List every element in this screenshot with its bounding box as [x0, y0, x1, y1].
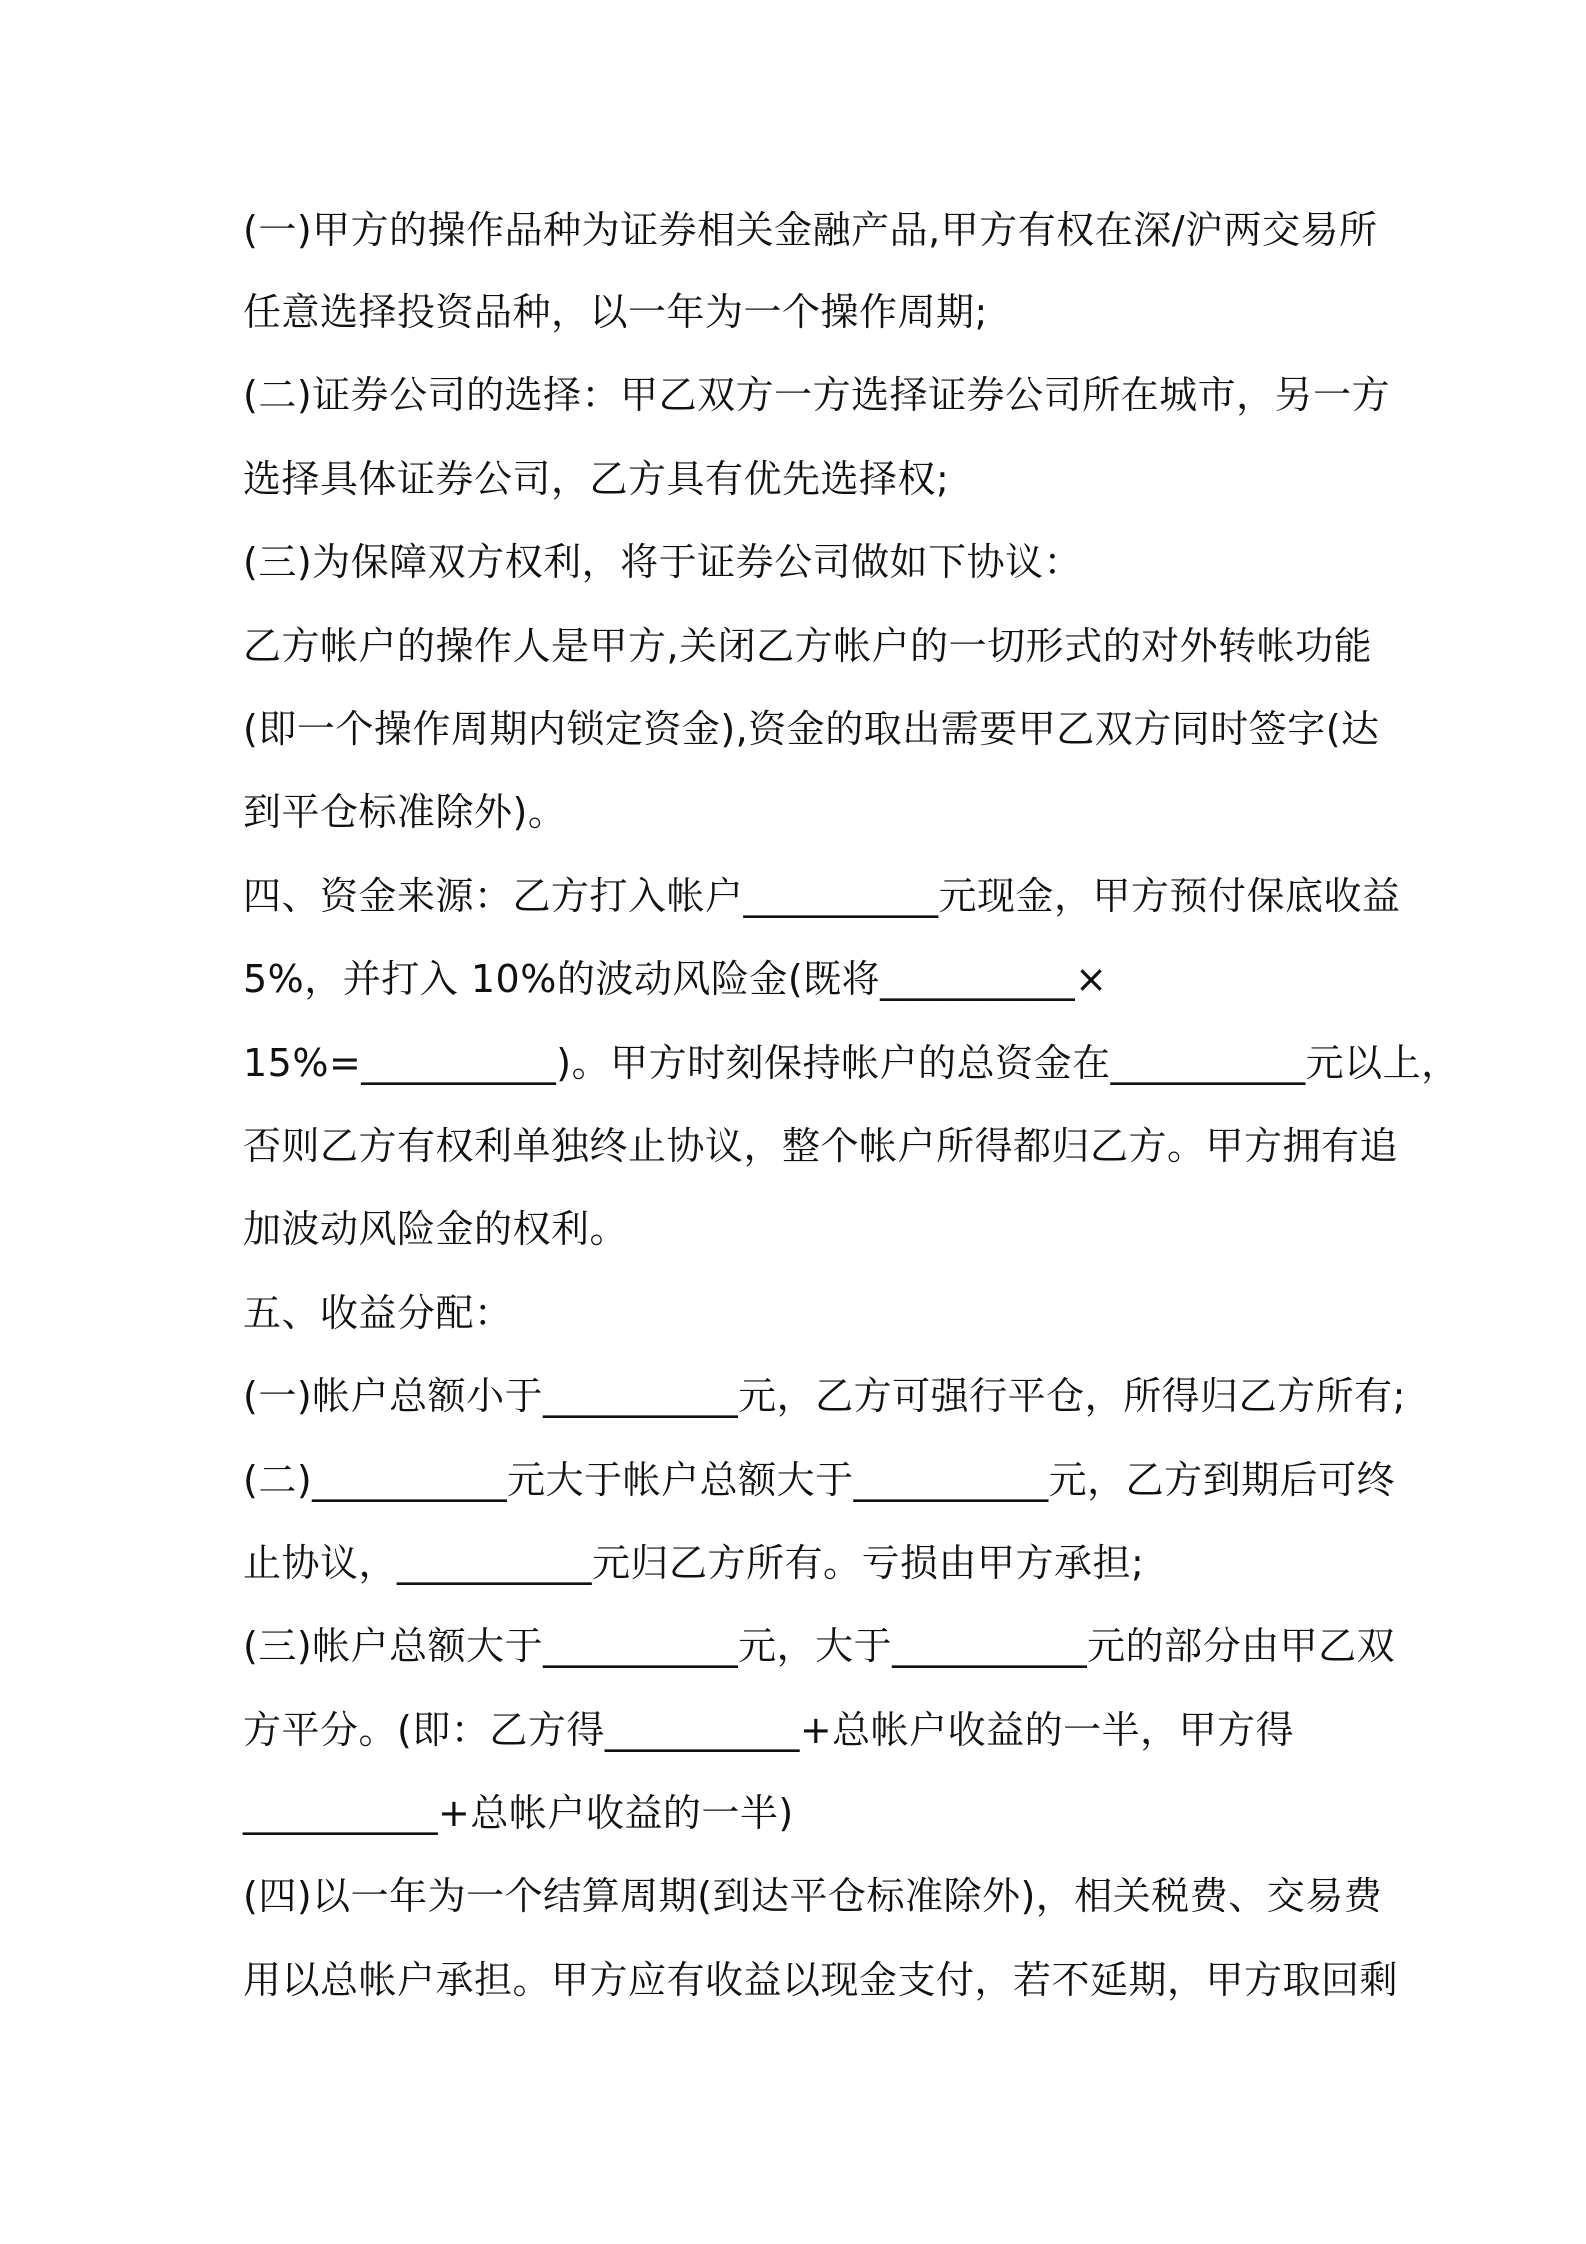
text-line: 否则乙方有权利单独终止协议，整个帐户所得都归乙方。甲方拥有追 [243, 1124, 1399, 1168]
text-line: (二)__________元大于帐户总额大于__________元，乙方到期后可终 [243, 1458, 1396, 1502]
text-line: 加波动风险金的权利。 [243, 1207, 629, 1251]
text-line: (三)为保障双方权利，将于证券公司做如下协议： [243, 540, 1083, 584]
text-line: 方平分。(即：乙方得__________+总帐户收益的一半，甲方得 [243, 1708, 1295, 1752]
text-line: 乙方帐户的操作人是甲方,关闭乙方帐户的一切形式的对外转帐功能 [243, 624, 1373, 668]
text-line: 15%=__________)。甲方时刻保持帐户的总资金在__________元以上， [243, 1041, 1460, 1085]
text-line: __________+总帐户收益的一半) [243, 1791, 794, 1835]
text-line: (三)帐户总额大于__________元，大于__________元的部分由甲乙双 [243, 1624, 1396, 1668]
text-line: 任意选择投资品种，以一年为一个操作周期; [243, 290, 988, 334]
text-line: 四、资金来源：乙方打入帐户__________元现金，甲方预付保底收益 [243, 874, 1401, 918]
text-line: 用以总帐户承担。甲方应有收益以现金支付，若不延期，甲方取回剩 [243, 1958, 1399, 2002]
text-line: 到平仓标准除外)。 [243, 790, 567, 834]
text-line: (一)帐户总额小于__________元，乙方可强行平仓，所得归乙方所有; [243, 1374, 1406, 1418]
text-line: 选择具体证券公司，乙方具有优先选择权; [243, 457, 950, 501]
text-line: (即一个操作周期内锁定资金),资金的取出需要甲乙双方同时签字(达 [243, 707, 1380, 751]
text-line: (一)甲方的操作品种为证券相关金融产品,甲方有权在深/沪两交易所 [243, 208, 1378, 252]
section-heading: 五、收益分配： [243, 1291, 513, 1335]
text-line: (二)证券公司的选择：甲乙双方一方选择证券公司所在城市，另一方 [243, 373, 1391, 417]
text-line: (四)以一年为一个结算周期(到达平仓标准除外)，相关税费、交易费 [243, 1874, 1383, 1918]
text-line: 止协议，__________元归乙方所有。亏损由甲方承担; [243, 1541, 1145, 1585]
text-line: 5%，并打入 10%的波动风险金(既将__________× [243, 957, 1108, 1001]
